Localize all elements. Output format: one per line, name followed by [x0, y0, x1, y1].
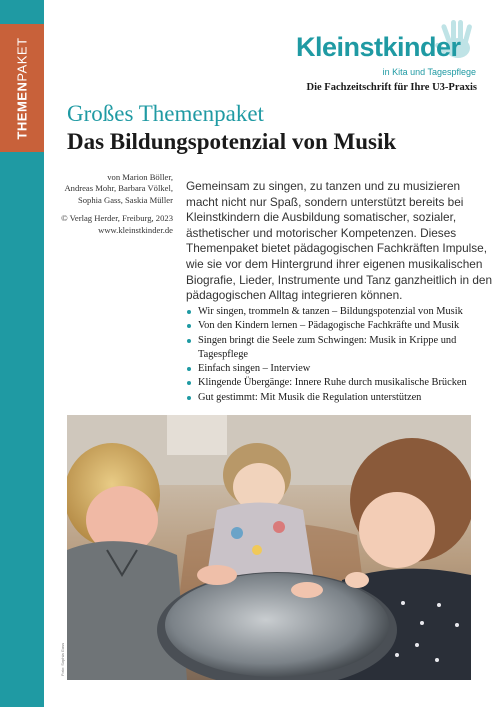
section-tab-label	[15, 37, 30, 139]
lead-line: Biografie, Lieder, Instrumente und Tanz ganzheitlich in den	[186, 272, 493, 287]
contents-item: Einfach singen – Interview	[186, 362, 486, 376]
contents-list	[186, 305, 486, 405]
lead-line: macht nicht nur Spaß, sondern unterstützt bereits bei	[186, 194, 464, 209]
lead-line: pädagogischen Alltag integrieren können.	[186, 288, 403, 303]
kicker: Großes Themenpaket	[67, 101, 264, 126]
section-tab-bold: THEMEN	[14, 81, 30, 140]
side-bar-gap	[44, 0, 50, 707]
lead-line: Gemeinsam zu singen, zu tanzen und zu musizieren	[186, 179, 461, 193]
lead-line: wie sie vor dem Hintergrund ihrer eigenen musikalischen	[186, 256, 483, 271]
lead-line: ästhetischer und motorischer Kompetenzen. Dieses	[186, 225, 457, 240]
section-tab-rest: PAKET	[14, 36, 30, 82]
lead-line: Kleinstkindern die Ausbildung somatischer, sozialer,	[186, 210, 457, 225]
author-line: Andreas Mohr, Barbara Völkel,	[64, 183, 173, 194]
lead-line: Themenpaket bietet pädagogischen Fachkräften Impulse,	[186, 241, 488, 256]
section-tab	[0, 24, 44, 152]
contents-item: Von den Kindern lernen – Pädagogische Fachkräfte und Musik	[186, 319, 486, 333]
contents-item: Gut gestimmt: Mit Musik die Regulation unterstützen	[186, 391, 486, 405]
contents-item: Wir singen, trommeln & tanzen – Bildungspotenzial von Musik	[186, 305, 486, 319]
logo-title: Kleinstkinder	[296, 32, 461, 62]
contents-item: Singen bringt die Seele zum Schwingen: Musik in Krippe und Tagespflege	[186, 334, 486, 363]
lead-paragraph	[186, 179, 493, 304]
website-link[interactable]: www.kleinstkinder.de	[98, 224, 173, 235]
contents-item: Klingende Übergänge: Innere Ruhe durch musikalische Brücken	[186, 376, 486, 390]
copyright: © Verlag Herder, Freiburg, 2023	[61, 213, 173, 224]
author-block	[13, 172, 173, 236]
page-title: Das Bildungspotenzial von Musik	[67, 129, 397, 154]
author-line: von Marion Böller,	[107, 172, 173, 182]
author-line: Sophia Gass, Saskia Müller	[77, 194, 173, 205]
children-drum-illustration	[67, 415, 471, 680]
cover-photo	[67, 415, 471, 680]
logo-subtitle: in Kita und Tagespflege	[382, 67, 476, 77]
photo-credit: Foto: Sophia Gass	[60, 642, 65, 676]
magazine-tagline: Die Fachzeitschrift für Ihre U3-Praxis	[306, 82, 477, 93]
